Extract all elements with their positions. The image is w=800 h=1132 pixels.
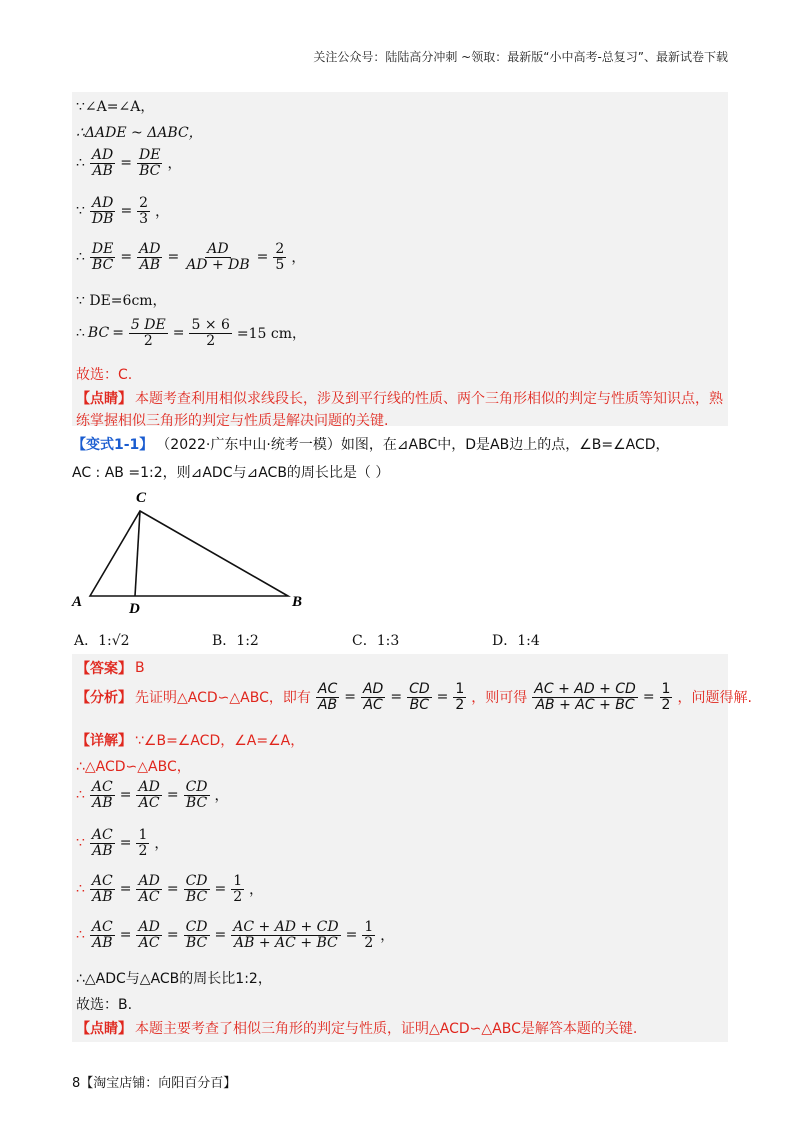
detail-line-3: ∴ $\frac{AC}{AB}$ = $\frac{AD}{AC}$ = $\frac{CD}{BC}$ ， xyxy=(76,779,229,811)
problem-line-1: 【变式1-1】 （2022·广东中山·统考一模）如图，在⊿ABC中，D是AB边上的点，∠B=∠ACD， xyxy=(72,437,670,453)
option-d[interactable]: D．1:4 xyxy=(492,633,540,649)
problem-line-2: AC : AB =1:2，则⊿ADC与⊿ACB的周长比是（ ） xyxy=(72,465,390,481)
step-7: ∴ BC = $\frac{5 DE}{2}$ = $\frac{5 \times 6}{2}$ =15 cm， xyxy=(76,317,307,349)
label-C: C xyxy=(136,490,147,506)
step-4: ∵ $\frac{AD}{DB}$ = $\frac{2}{3}$ ， xyxy=(76,195,170,227)
option-c[interactable]: C．1:3 xyxy=(352,633,400,649)
option-a[interactable]: A．1:√2 xyxy=(74,633,130,649)
detail-line-6: ∴ $\frac{AC}{AB}$ = $\frac{AD}{AC}$ = $\frac{CD}{BC}$ = $\frac{AC + AD + CD}{AB + AC + BC}$ = $\frac{1}{2}$ ， xyxy=(76,919,395,951)
label-B: B xyxy=(292,594,303,610)
comment-1b: 练掌握相似三角形的判定与性质是解决问题的关键. xyxy=(76,413,389,429)
analysis-line: 【分析】 先证明△ACD∽△ABC，即有 $\frac{AC}{AB}$ = $\frac{AD}{AC}$ = $\frac{CD}{BC}$ = $\frac{1}{2}$ ，则可得 $\frac{AC + AD + CD}{AB + AC + BC}$ = $\frac{1}{2}$ ，问题得解. xyxy=(76,681,752,713)
step-2: ∴ΔADE ~ ΔABC， xyxy=(76,125,203,141)
page-header: 关注公众号：陆陆高分冲刺 ~领取：最新版“小中高考-总复习”、最新试卷下载 xyxy=(313,50,728,64)
detail-line-5: ∴ $\frac{AC}{AB}$ = $\frac{AD}{AC}$ = $\frac{CD}{BC}$ = $\frac{1}{2}$ ， xyxy=(76,873,264,905)
detail-line-1: 【详解】 ∵∠B=∠ACD，∠A=∠A， xyxy=(76,733,305,749)
comment-2: 【点睛】 本题主要考查了相似三角形的判定与性质，证明△ACD∽△ABC是解答本题的关键. xyxy=(76,1021,638,1037)
choice-2: 故选：B. xyxy=(76,997,133,1013)
label-A: A xyxy=(72,594,83,610)
step-5: ∴ $\frac{DE}{BC}$ = $\frac{AD}{AB}$ = $\frac{AD}{AD + DB}$ = $\frac{2}{5}$ ， xyxy=(76,241,306,273)
detail-line-4: ∵ $\frac{AC}{AB}$ = $\frac{1}{2}$ ， xyxy=(76,827,169,859)
option-b[interactable]: B．1:2 xyxy=(212,633,259,649)
comment-1: 【点睛】 本题考查利用相似求线段长，涉及到平行线的性质、两个三角形相似的判定与性质等知识点，熟 xyxy=(76,391,723,407)
page-footer: 8【淘宝店铺：向阳百分百】 xyxy=(72,1076,237,1091)
choice-1: 故选：C. xyxy=(76,367,133,383)
step-6: ∵ DE=6cm， xyxy=(76,293,167,309)
step-1: ∵∠A=∠A， xyxy=(76,99,155,115)
detail-line-7: ∴△ADC与△ACB的周长比1:2， xyxy=(76,971,272,987)
label-D: D xyxy=(129,601,140,616)
step-3: ∴ $\frac{AD}{AB}$ = $\frac{DE}{BC}$ ， xyxy=(76,147,182,179)
answer-line: 【答案】 B xyxy=(76,660,145,677)
detail-line-2: ∴△ACD∽△ABC， xyxy=(76,759,191,775)
triangle-figure xyxy=(68,486,328,616)
